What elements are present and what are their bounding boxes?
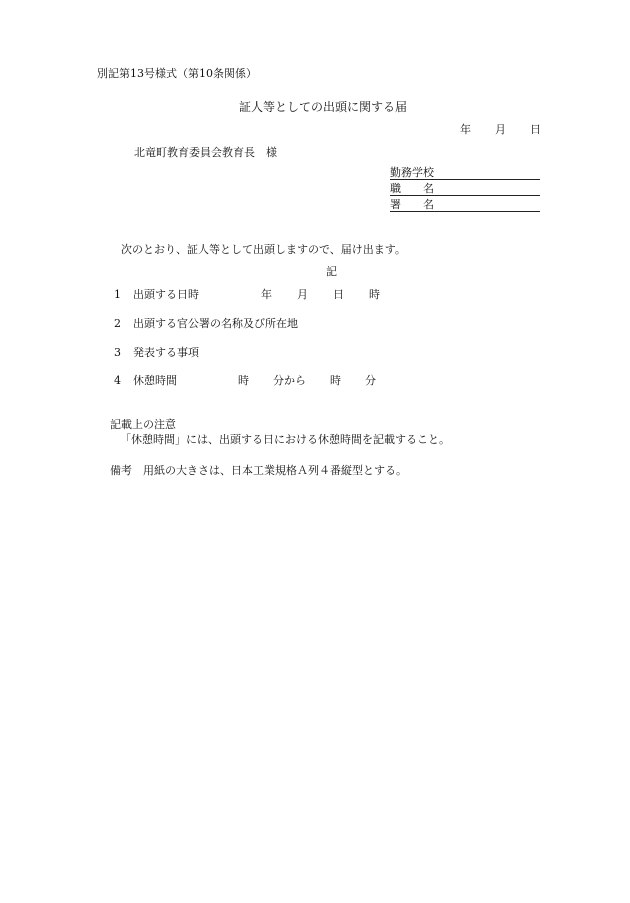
- item-1-year: 年: [261, 288, 272, 301]
- name-field[interactable]: [390, 199, 540, 212]
- remarks-text: 用紙の大きさは、日本工業規格Ａ列４番縦型とする。: [143, 464, 407, 477]
- item-4-start-minute: 分から: [273, 374, 306, 387]
- notes-heading: 記載上の注意: [110, 418, 176, 431]
- item-4-end-minute: 分: [365, 374, 376, 387]
- item-1-day: 日: [333, 288, 344, 301]
- item-4-break-time[interactable]: [238, 375, 376, 386]
- item-3: [114, 347, 199, 358]
- remarks: [110, 465, 407, 476]
- addressee: 北竜町教育委員会教育長 様: [134, 146, 277, 159]
- item-number: 1: [114, 288, 121, 301]
- document-title: 証人等としての出頭に関する届: [239, 100, 408, 114]
- position-field[interactable]: [390, 183, 540, 196]
- item-number: 4: [114, 374, 121, 387]
- item-1-datetime[interactable]: [261, 289, 380, 300]
- position-label: 職 名: [390, 182, 434, 195]
- item-4-end-hour: 時: [330, 374, 341, 387]
- notes-body: 「休憩時間」には、出頭する日における休憩時間を記載すること。: [120, 433, 450, 446]
- item-number: 3: [114, 346, 121, 359]
- item-1-hour: 時: [369, 288, 380, 301]
- form-number: 別記第13号様式（第10条関係）: [97, 67, 257, 80]
- item-label: 出頭する日時: [133, 288, 199, 301]
- school-field[interactable]: [390, 167, 540, 180]
- intro-text: 次のとおり、証人等として出頭しますので、届け出ます。: [121, 243, 406, 256]
- item-4-start-hour: 時: [238, 374, 249, 387]
- date-year: 年: [460, 123, 471, 136]
- date-line: [460, 124, 541, 135]
- item-1: [114, 289, 199, 300]
- ki-label: 記: [326, 265, 337, 278]
- name-label: 署 名: [390, 198, 434, 211]
- school-label: 勤務学校: [390, 166, 434, 179]
- item-number: 2: [114, 317, 121, 330]
- item-4: [114, 375, 177, 386]
- item-label: 出頭する官公署の名称及び所在地: [133, 317, 298, 330]
- date-month: 月: [495, 123, 506, 136]
- item-1-month: 月: [297, 288, 308, 301]
- item-label: 休憩時間: [133, 374, 177, 387]
- item-label: 発表する事項: [133, 346, 199, 359]
- remarks-label: 備考: [110, 464, 132, 477]
- date-day: 日: [530, 123, 541, 136]
- item-2: [114, 318, 298, 329]
